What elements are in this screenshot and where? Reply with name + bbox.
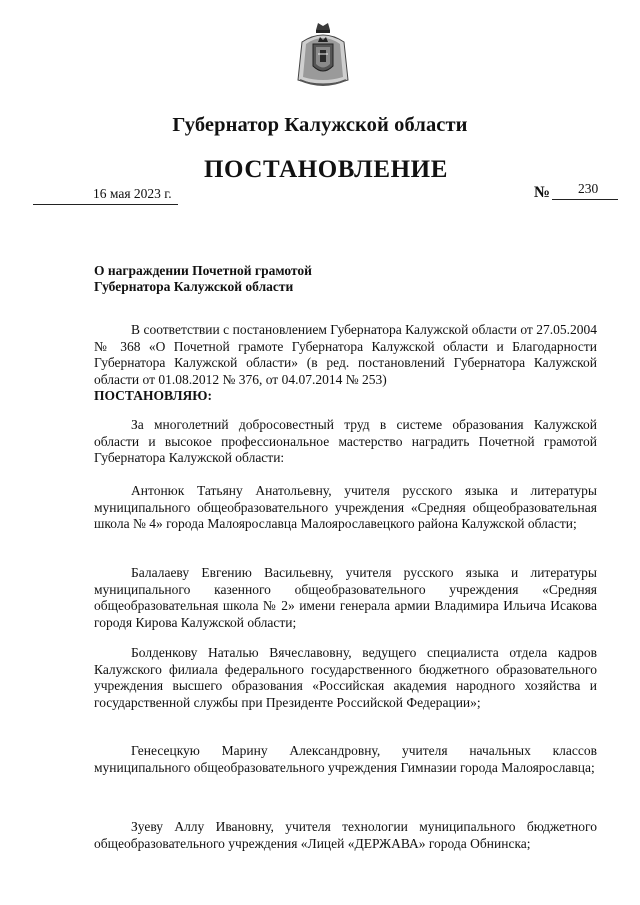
- document-number: 230: [578, 181, 599, 196]
- intro-paragraph: За многолетний добросовестный труд в системе образования Калужской области и высокое профессиональное мастерство наградить Почетной грамотой Губернатора Калужской области:: [94, 417, 597, 466]
- awardee-item: Болденкову Наталью Вячеславовну, ведущего специалиста отдела кадров Калужского филиала федерального государственного бюджетного образовательного учреждения высшего образования «Российская академия народного хозяйства и государственной службы при Президенте Российской Федерации»;: [94, 645, 597, 710]
- preamble-text: В соответствии с постановлением Губернатора Калужской области от 27.05.2004 № 368 «О Почетной грамоте Губернатора Калужской области и Благодарности Губернатора Калужской области» (в ред. постановлений Губернатора Калужской области от 01.08.2012 № 376, от 04.07.2014 № 253): [94, 322, 597, 387]
- preamble-paragraph: [94, 322, 597, 405]
- awardee-item: Балалаеву Евгению Васильевну, учителя русского языка и литературы муниципального казенного общеобразовательного учреждения «Средняя общеобразовательная школа № 2» имени генерала армии Владимира Ильича Исакова городя Кирова Калужской области;: [94, 565, 597, 630]
- number-sign: №: [534, 184, 551, 201]
- decree-word: ПОСТАНОВЛЯЮ:: [94, 388, 212, 404]
- document-subject: [94, 263, 454, 295]
- awardee-item: Антонюк Татьяну Анатольевну, учителя русского языка и литературы муниципального общеобразовательного учреждения «Средняя общеобразовательная школа № 4» города Малоярославца Малоярославецкого района Калужской области;: [94, 483, 597, 532]
- issuing-authority: Губернатор Калужской области: [172, 114, 468, 136]
- document-type-title: ПОСТАНОВЛЕНИЕ: [203, 156, 449, 183]
- awardee-item: Зуеву Аллу Ивановну, учителя технологии муниципального бюджетного общеобразовательного учреждения «Лицей «ДЕРЖАВА» города Обнинска;: [94, 819, 597, 851]
- coat-of-arms-icon: [296, 20, 350, 90]
- awardee-item: Генесецкую Марину Александровну, учителя начальных классов муниципального общеобразовательного учреждения Гимназии города Малоярославца;: [94, 743, 597, 775]
- document-date: 16 мая 2023 г.: [93, 186, 172, 201]
- subject-line-2: Губернатора Калужской области: [94, 279, 294, 294]
- subject-line-1: О награждении Почетной грамотой: [94, 263, 312, 278]
- number-underline: [552, 199, 618, 200]
